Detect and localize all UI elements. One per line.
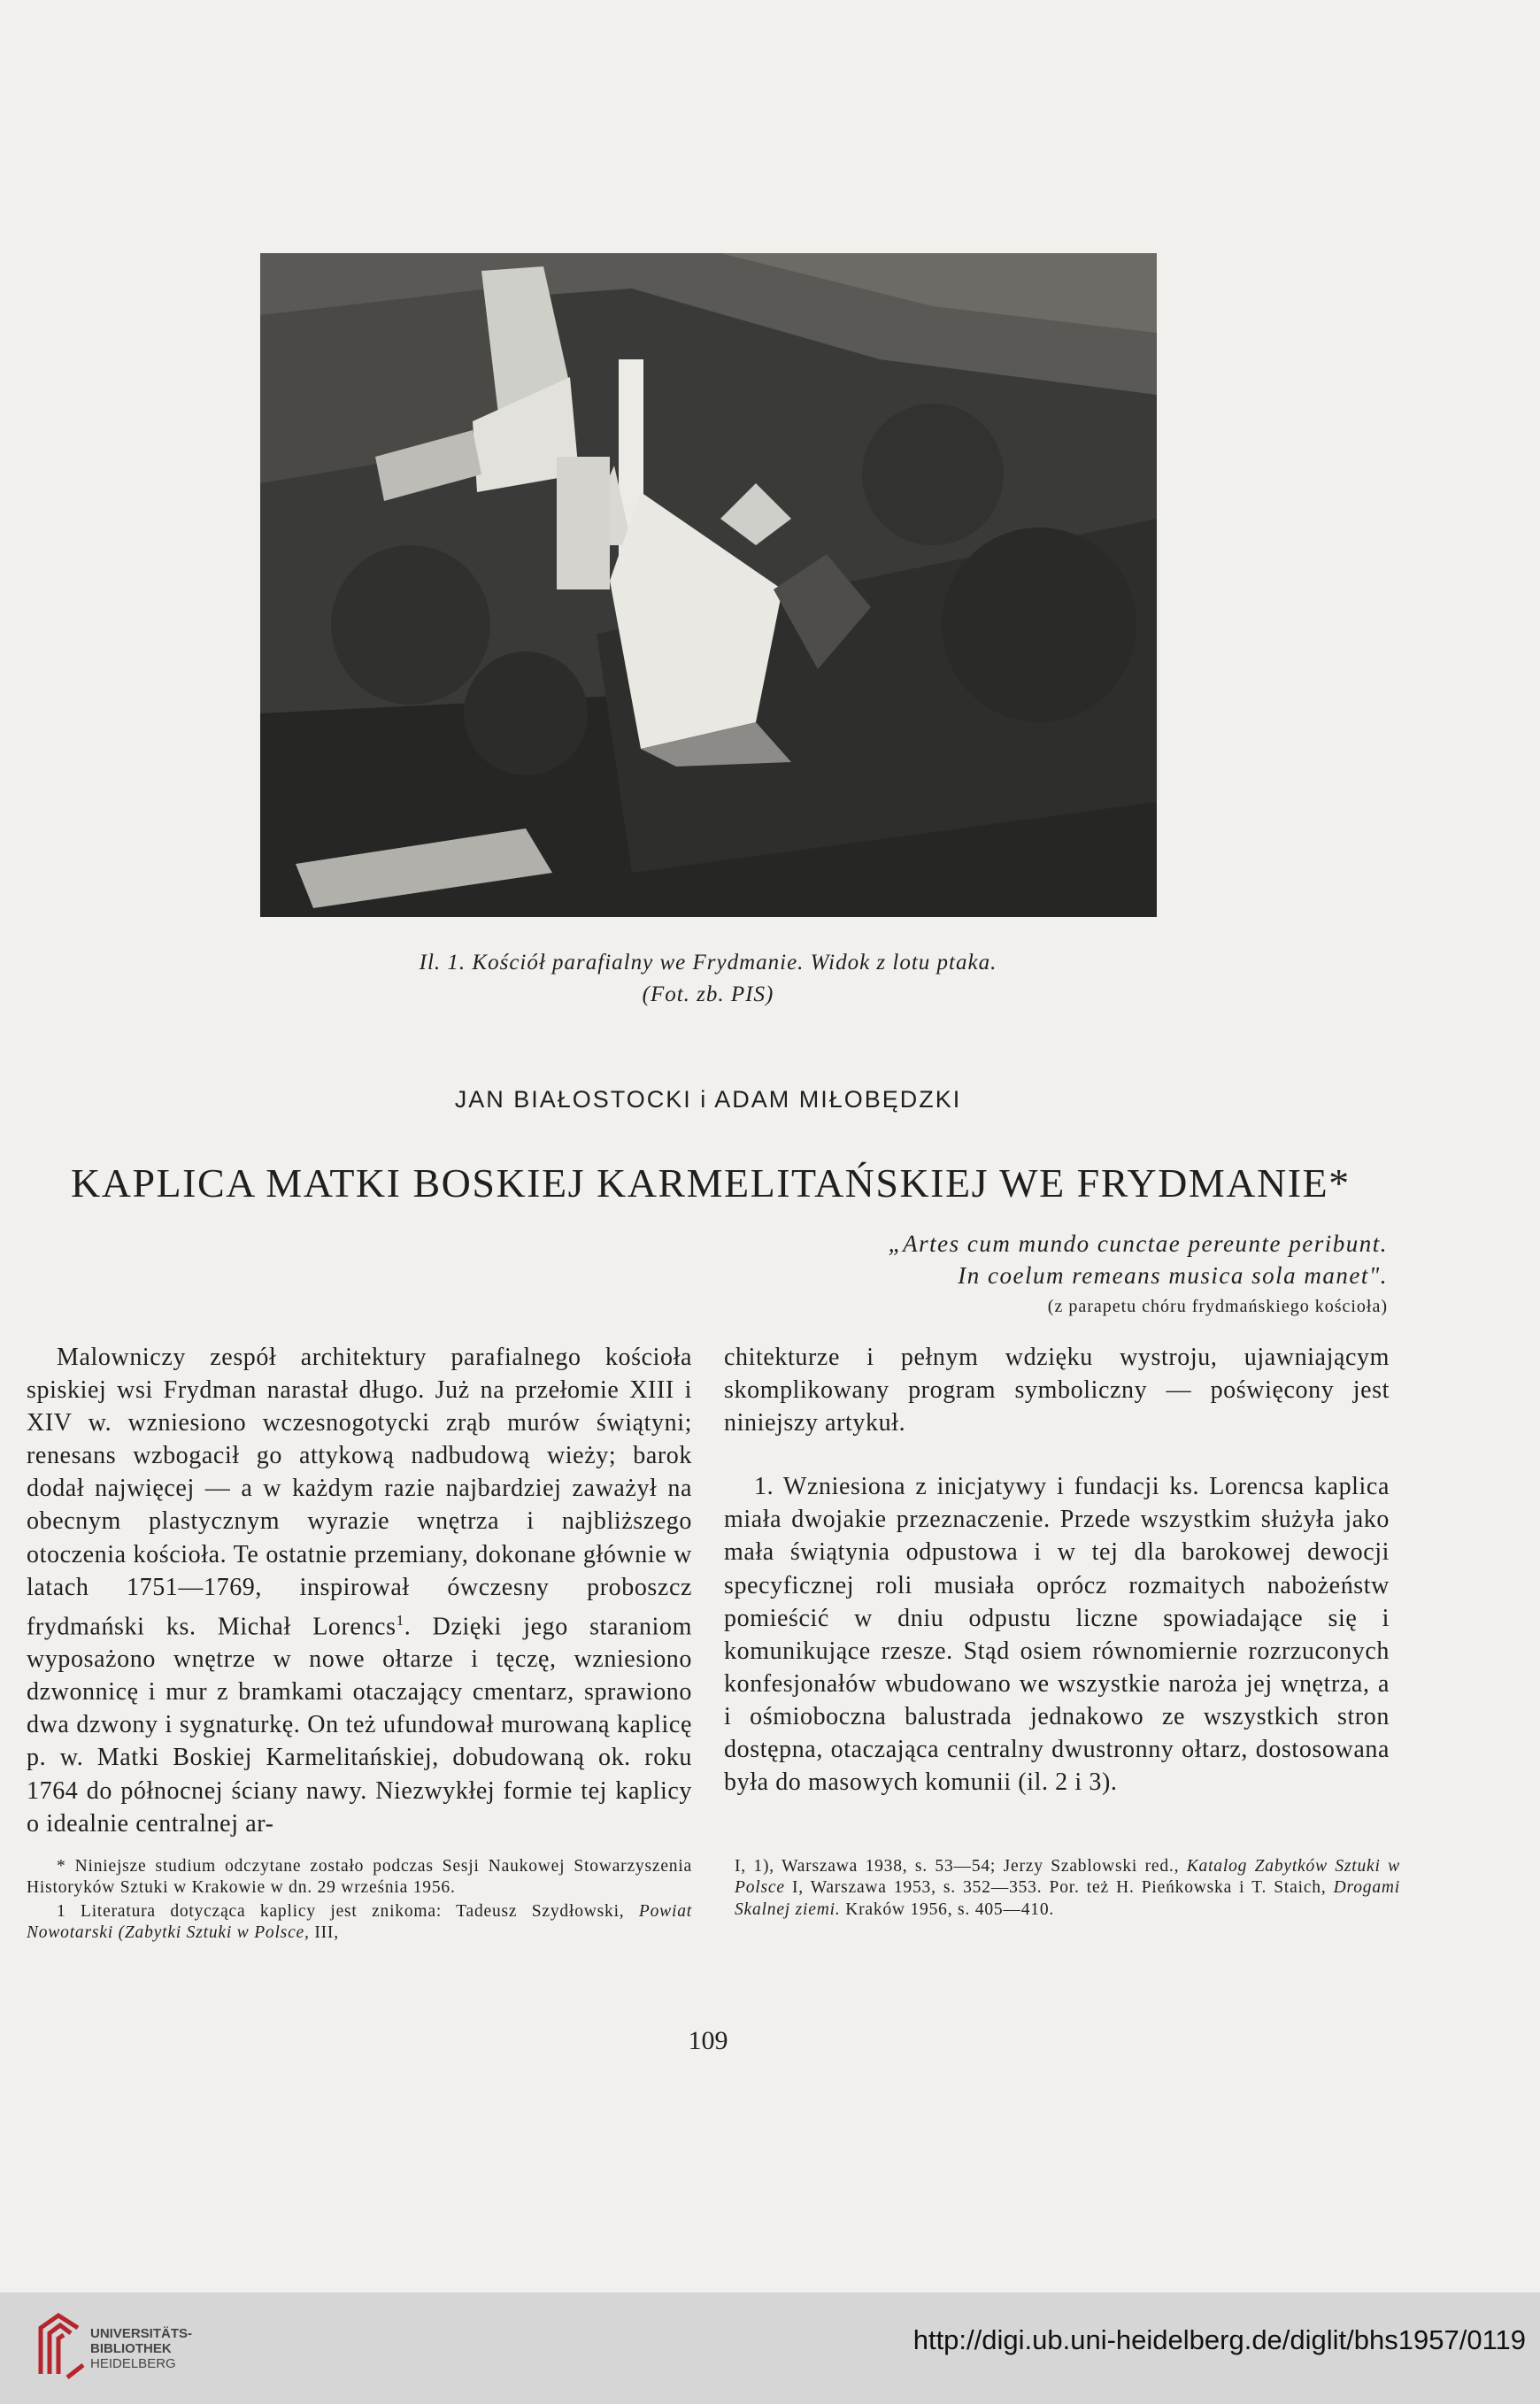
article-authors: JAN BIAŁOSTOCKI i ADAM MIŁOBĘDZKI [454,1086,962,1113]
epigraph-line: „Artes cum mundo cunctae pereunte peribunt. [888,1230,1388,1257]
epigraph-line: In coelum remeans musica sola manet". [958,1262,1388,1289]
aerial-photo-church [260,253,1157,917]
body-column-left [27,1341,692,1840]
footnote-text: III, [314,1922,339,1942]
footnote-text: 1 Literatura dotycząca kaplicy jest znikoma: Tadeusz Szydłowski, [57,1901,625,1921]
footnote-citation: Katalog Zabytków Sztuki w Polsce [735,1857,1400,1898]
library-name-line: UNIVERSITÄTS- [90,2326,193,2341]
footnote-star: * Niniejsze studium odczytane zostało podczas Sesji Naukowej Stowarzyszenia Historyków Sztuki w Krakowie w dn. 29 września 1956. [27,1857,692,1898]
page-number: 109 [688,2026,728,2055]
epigraph [591,1228,1388,1321]
library-name [90,2326,192,2371]
aerial-photo-drawing [260,253,1157,917]
body-paragraph: chitekturze i pełnym wdzięku wystroju, ujawniającym skomplikowany program symboliczny — poświęcony jest niniejszy artykuł. [724,1344,1390,1437]
footnote-citation: Powiat Nowotarski (Zabytki Sztuki w Polsce, [27,1901,692,1942]
library-footer-bar [0,2292,1540,2404]
library-name-line: BIBLIOTHEK [90,2341,172,2356]
body-paragraph-section-1: 1. Wzniesiona z inicjatywy i fundacji ks. Lorencsa kaplica miała dwojakie przeznaczenie. Przede wszystkim służyła jako mała świątynia odpustowa i w tej dla barokowej dewocji specyficznej roli musiała oprócz rozmaitych nabożeństw pomieścić w dniu odpustu liczne spowiadające się i komunikujące rzesze. Stąd osiem równomiernie rozrzuconych konfesjonałów wbudowano we wszystkie naroża jej wnętrza, a i ośmioboczna balustrada jednakowo ze wszystkich stron dostępna, otaczająca centralny dwustronny ołtarz, dostosowana była do masowych komunii (il. 2 i 3). [724,1473,1390,1797]
library-name-line: HEIDELBERG [90,2356,176,2371]
footnote-1 [27,1901,692,1945]
footnotes-left [27,1856,692,1946]
article-title: KAPLICA MATKI BOSKIEJ KARMELITAŃSKIEJ WE FRYDMANIE* [71,1160,1351,1206]
body-text: Malowniczy zespół architektury parafialnego kościoła spiskiej wsi Frydman narastał długo. Już na przełomie XIII i XIV w. wzniesiono wczesnogotycki zrąb murów świątyni; renesans wzbogacił go attykową nadbudową wieży; barok dodał najwięcej — a w każdym razie najbardziej zaważył na obecnym plastycznym wyrazie wnętrza i najbliższego otoczenia kościoła. Te ostatnie przemiany, dokonane głównie w latach 1751—1769, inspirował ówczesny proboszcz frydmański ks. Michał Lorencs [27,1344,692,1641]
footnote-text: Kraków 1956, s. 405—410. [845,1899,1055,1919]
footnote-text: I, 1), Warszawa 1938, s. 53—54; Jerzy Szablowski red., [735,1857,1180,1876]
footnote-1-continued [735,1856,1400,1921]
caption-credit: (Fot. zb. PIS) [642,982,774,1006]
library-logo-icon [32,2312,90,2383]
body-paragraph [27,1341,692,1840]
footnote-citation: Drogami Skalnej ziemi. [735,1878,1400,1919]
footnote-text: I, Warszawa 1953, s. 352—353. Por. też H. Pieńkowska i T. Staich, [791,1878,1327,1898]
source-url-link[interactable]: http://digi.ub.uni-heidelberg.de/diglit/bhs1957/0119 [912,2324,1526,2355]
body-text: . Dzięki jego staraniom wyposażono wnętrze w nowe ołtarze i tęczę, wzniesiono dzwonnicę i mur z bramkami otaczający cmentarz, sprawiono dwa dzwony i sygnaturkę. On też ufundował murowaną kaplicę p. w. Matki Boskiej Karmelitańskiej, dobudowaną ok. roku 1764 do północnej ściany nawy. Niezwykłej formie tej kaplicy o idealnie centralnej ar- [27,1613,692,1838]
footnote-reference: 1 [396,1611,404,1629]
caption-line: Il. 1. Kościół parafialny we Frydmanie. Widok z lotu ptaka. [419,951,997,975]
epigraph-source: (z parapetu chóru frydmańskiego kościoła) [1047,1297,1388,1316]
body-column-right [724,1341,1390,1799]
footnotes-right [735,1856,1400,1922]
figure-caption [266,947,1151,1011]
